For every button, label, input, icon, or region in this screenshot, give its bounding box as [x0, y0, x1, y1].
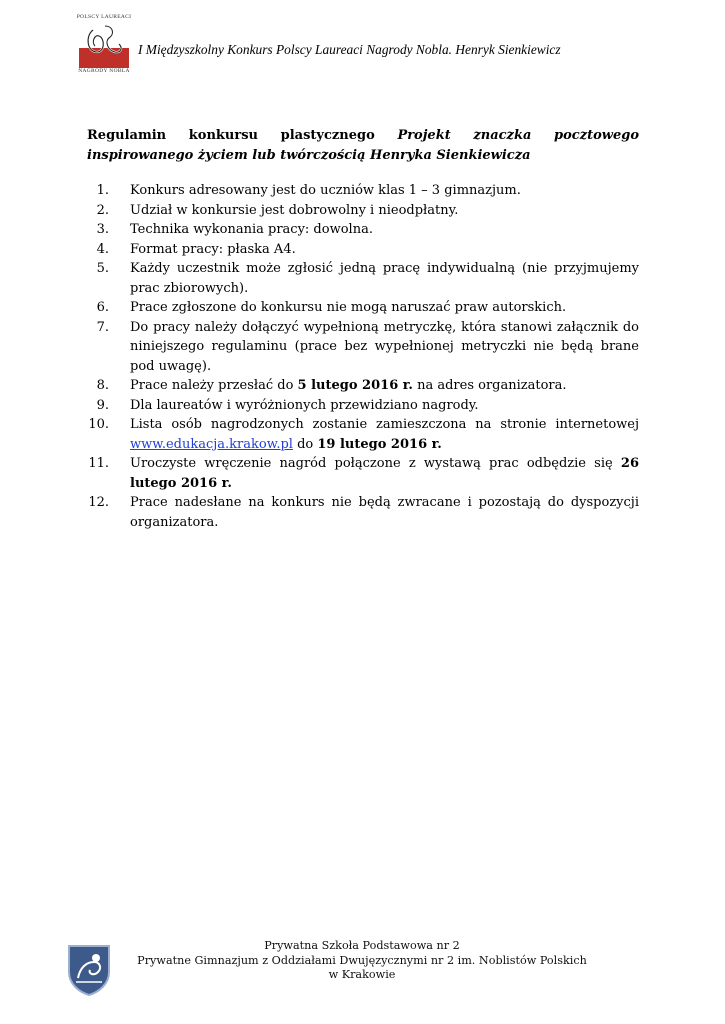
rule-text-part: do [292, 436, 318, 452]
rule-date: 5 lutego 2016 r. [297, 378, 413, 393]
rule-item [87, 181, 639, 201]
rule-text [130, 183, 521, 198]
rule-text [130, 203, 458, 218]
footer-line-3: w Krakowie [328, 968, 396, 981]
rule-text [130, 456, 639, 491]
footer [120, 939, 604, 983]
logo-bottom-text: NAGRODY NOBLA [78, 68, 130, 74]
rule-text-part: Każdy uczestnik może zgłosić jedną pracę indywidualną (nie przyjmujemy prac zbiorowych). [130, 261, 639, 296]
rule-item [87, 493, 639, 532]
rule-text [130, 300, 566, 315]
rule-text-part: Udział w konkursie jest dobrowolny i nieodpłatny. [130, 202, 459, 218]
rule-number: 11. [88, 456, 109, 471]
rule-text-part: Konkurs adresowany jest do uczniów klas 1 – 3 gimnazjum. [130, 183, 521, 198]
rule-text-part: Lista osób nagrodzonych zostanie zamieszczona na stronie internetowej [130, 417, 639, 432]
rule-text [130, 378, 567, 393]
footer-line-2: Prywatne Gimnazjum z Oddziałami Dwujęzycznymi nr 2 im. Noblistów Polskich [137, 953, 587, 967]
rule-item [87, 454, 639, 493]
rule-number: 2. [96, 202, 109, 218]
rule-number: 10. [88, 417, 109, 432]
rule-text-part: Technika wykonania pracy: dowolna. [130, 222, 373, 237]
rule-text-part: Do pracy należy dołączyć wypełnioną metryczkę, która stanowi załącznik do niniejszego regulaminu (prace bez wypełnionej metryczki nie będą brane pod uwagę). [130, 319, 639, 374]
title-plain: Regulamin konkursu plastycznego [87, 128, 398, 143]
rule-text-part: na adres organizatora. [412, 378, 567, 393]
document-title [87, 126, 639, 166]
title-italic: Projekt znaczka pocztowego inspirowanego życiem lub twórczością Henryka Sienkiewicza [87, 128, 639, 163]
header-line: I Międzyszkolny Konkurs Polscy Laureaci Nagrody Nobla. Henryk Sienkiewicz [138, 42, 561, 57]
rule-text-part: Prace należy przesłać do [130, 378, 298, 393]
rule-item [87, 259, 639, 298]
rule-number: 4. [96, 241, 109, 257]
rule-text-part: Dla laureatów i wyróżnionych przewidziano nagrody. [130, 397, 479, 413]
rule-item [87, 240, 639, 260]
rule-number: 1. [96, 183, 109, 198]
rule-item [87, 298, 639, 318]
rule-date: 19 lutego 2016 r. [317, 436, 442, 452]
rule-number: 5. [96, 261, 109, 276]
rule-item [87, 376, 639, 396]
rule-number: 12. [88, 495, 109, 510]
rule-item [87, 396, 639, 416]
rule-item [87, 318, 639, 377]
rule-text-part: Format pracy: płaska A4. [130, 241, 296, 257]
rule-text [130, 495, 639, 530]
rule-number: 8. [96, 378, 109, 393]
contest-logo [74, 14, 134, 76]
rules-list [87, 181, 639, 532]
website-link[interactable]: www.edukacja.krakow.pl [130, 436, 293, 452]
rule-text [130, 222, 373, 237]
rule-text [130, 398, 479, 413]
rule-item [87, 415, 639, 454]
rule-text [130, 242, 296, 257]
rule-text-part: Prace nadesłane na konkurs nie będą zwracane i pozostają do dyspozycji organizatora. [130, 495, 639, 530]
rule-text [130, 417, 639, 452]
nobel-laureates-logo-icon [79, 22, 129, 68]
rule-date: 26 lutego 2016 r. [130, 456, 639, 491]
rule-text-part: Prace zgłoszone do konkursu nie mogą naruszać praw autorskich. [130, 300, 567, 315]
rule-text [130, 320, 639, 374]
rule-number: 6. [96, 300, 109, 315]
rule-number: 3. [96, 222, 109, 237]
logo-top-text: POLSCY LAUREACI [76, 14, 132, 20]
school-crest-icon [66, 942, 112, 996]
rule-text [130, 261, 639, 296]
footer-line-1: Prywatna Szkoła Podstawowa nr 2 [264, 939, 460, 952]
rule-text-part: Uroczyste wręczenie nagród połączone z wystawą prac odbędzie się [130, 456, 621, 471]
rule-number: 9. [96, 397, 109, 413]
rule-item [87, 201, 639, 221]
rule-item [87, 220, 639, 240]
rule-number: 7. [96, 319, 109, 335]
